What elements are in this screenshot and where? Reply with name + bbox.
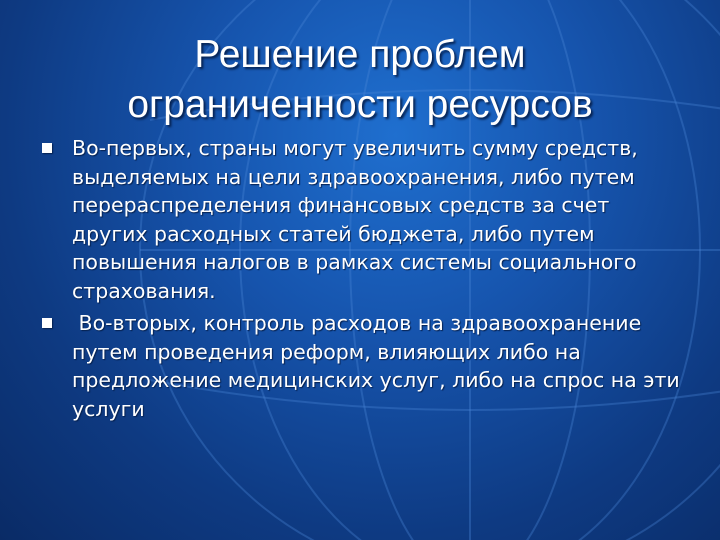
bullet-text: Во-первых, страны могут увеличить сумму средств, выделяемых на цели здравоохранения, либо путем перераспределения финансовых средств за счет других расходных статей бюджета, либо путем повышения налогов в рамках системы социального страхования. bbox=[72, 136, 638, 303]
title-line-1: Решение проблем bbox=[194, 33, 526, 76]
slide-title bbox=[40, 30, 680, 130]
bullet-text: Во-вторых, контроль расходов на здравоохранение путем проведения реформ, влияющих либо на предложение медицинских услуг, либо на спрос на эти услуги bbox=[72, 311, 687, 421]
square-bullet-icon bbox=[42, 318, 52, 328]
square-bullet-icon bbox=[42, 143, 52, 153]
bullet-list bbox=[36, 134, 686, 427]
title-line-2: ограниченности ресурсов bbox=[127, 83, 593, 126]
bullet-item bbox=[36, 134, 686, 305]
bullet-item bbox=[36, 309, 686, 423]
